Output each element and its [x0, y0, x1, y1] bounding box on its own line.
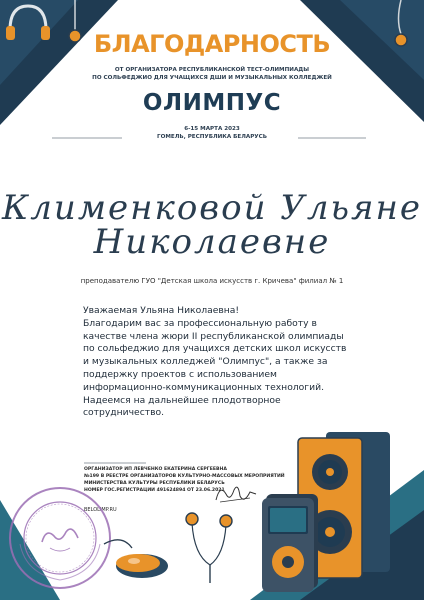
- recipient-role: преподавателю ГУО "Детская школа искусств г. Кричева" филиал № 1: [80, 277, 344, 285]
- footer-line: НОМЕР ГОС.РЕГИСТРАЦИИ 491624894 ОТ 23.06.2021: [84, 488, 225, 493]
- body-line: и музыкальных колледжей "Олимпус", а также за: [83, 356, 328, 368]
- body-line: сотрудничество.: [83, 407, 165, 419]
- body-line: Благодарим вас за профессиональную работу в: [83, 317, 317, 329]
- footer-line: ОРГАНИЗАТОР ИП ЛЕВЧЕНКО ЕКАТЕРИНА СЕРГЕЕВНА: [84, 467, 227, 472]
- organizer-line: ОТ ОРГАНИЗАТОРА РЕСПУБЛИКАНСКОЙ ТЕСТ-ОЛИМПИАДЫ: [114, 67, 310, 73]
- body-line: качестве члена жюри II республиканской олимпиады: [83, 330, 344, 342]
- certificate-title: БЛАГОДАРНОСТЬ: [93, 30, 331, 58]
- body-line: информационно-коммуникационных технологий.: [83, 381, 324, 393]
- signature: [210, 480, 260, 508]
- earbuds-icon: [180, 505, 240, 585]
- footer-line: №199 В РЕЕСТРЕ ОРГАНИЗАТОРОВ КУЛЬТУРНО-МАССОВЫХ МЕРОПРИЯТИЙ: [84, 474, 285, 479]
- mp3-player-icon: [258, 492, 322, 592]
- body-line: Надеемся на дальнейшее плодотворное: [83, 394, 281, 406]
- body-line: по сольфеджио для учащихся детских школ искусств: [83, 343, 347, 355]
- footer-line: МИНИСТЕРСТВА КУЛЬТУРЫ РЕСПУБЛИКИ БЕЛАРУСЬ: [84, 481, 225, 486]
- olympiad-name: ОЛИМПУС: [142, 90, 282, 116]
- stamp-seal: [6, 484, 114, 592]
- dates-line: 6-15 МАРТА 2023: [184, 126, 240, 132]
- organizer-text: [0, 66, 424, 82]
- organizer-footer: [84, 466, 324, 494]
- computer-mouse-icon: [102, 534, 172, 584]
- body-line: поддержку проектов с использованием: [83, 368, 277, 380]
- body-line: Уважаемая Ульяна Николаевна!: [83, 305, 240, 316]
- recipient-name-line2: Николаевне: [93, 222, 331, 262]
- recipient-name-line1: Клименковой Ульяне: [1, 188, 423, 228]
- thanks-body: [83, 305, 353, 420]
- organizer-line: ПО СОЛЬФЕДЖИО ДЛЯ УЧАЩИХСЯ ДШИ И МУЗЫКАЛЬНЫХ КОЛЛЕДЖЕЙ: [92, 75, 332, 81]
- place-line: ГОМЕЛЬ, РЕСПУБЛИКА БЕЛАРУСЬ: [157, 134, 267, 140]
- website: BELOLIMP.RU: [84, 507, 117, 513]
- event-dates: [0, 125, 424, 141]
